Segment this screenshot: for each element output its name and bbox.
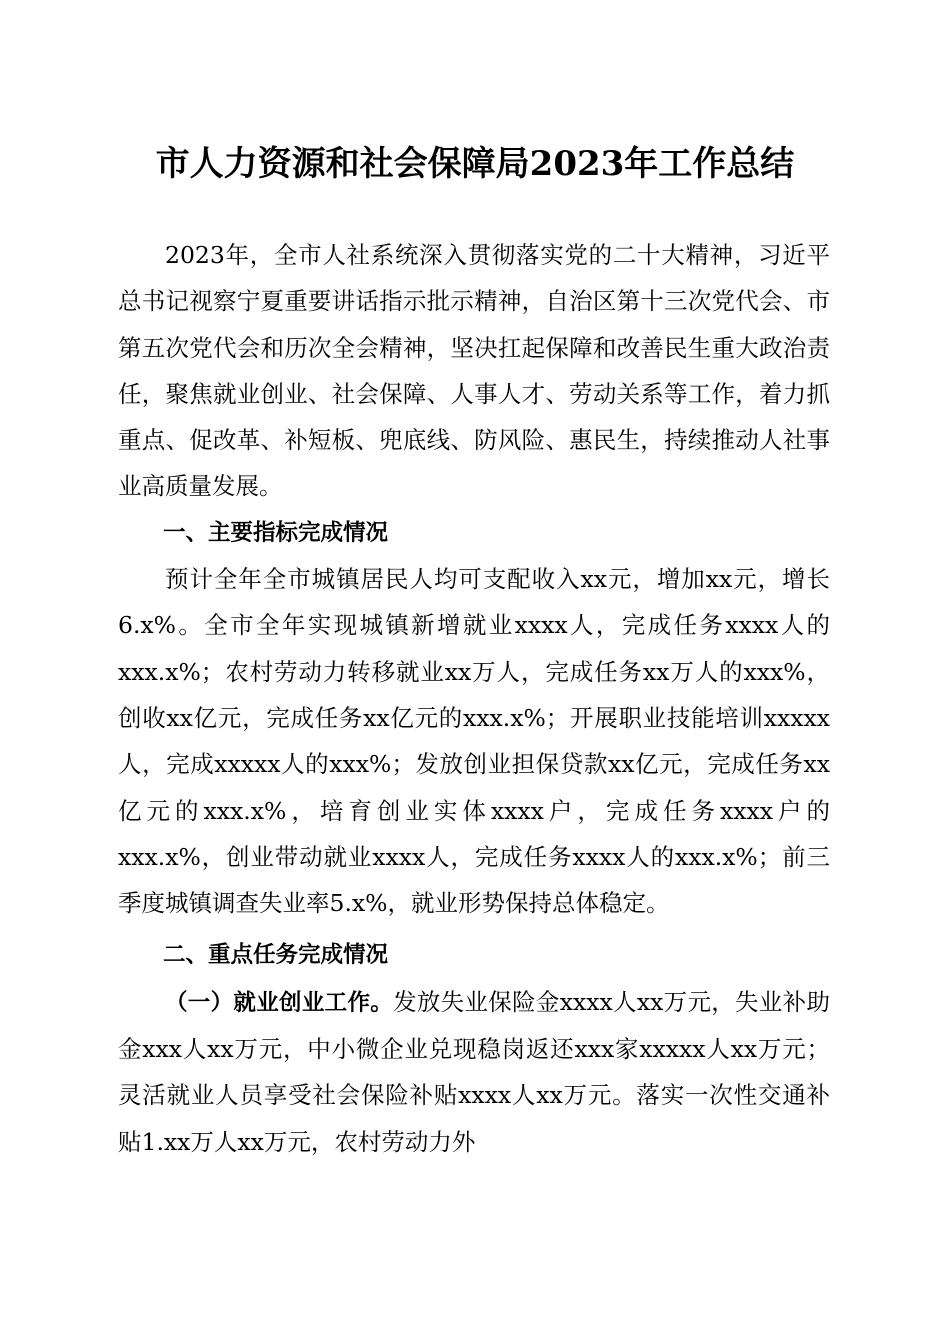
document-body [118,232,830,1165]
section-heading-1: 一、主要指标完成情况 [163,519,389,546]
section-1-paragraph: 预计全年全市城镇居民人均可支配收入xx元，增加xx元，增长6.x%。全市全年实现城镇新增就业xxxx人，完成任务xxxx人的xxx.x%；农村劳动力转移就业xx万人，完成任务xx万人的xxx%，创收xx亿元，完成任务xx亿元的xxx.x%；开展职业技能培训xxxxx人，完成xxxxx人的xxx%；发放创业担保贷款xx亿元，完成任务xx亿元的xxx.x%，培育创业实体xxxx户，完成任务xxxx户的xxx.x%，创业带动就业xxxx人，完成任务xxxx人的xxx.x%；前三季度城镇调查失业率5.x%，就业形势保持总体稳定。 [118,565,830,918]
subsection-1-lead: （一）就业创业工作。 [165,989,394,1016]
intro-paragraph: 2023年，全市人社系统深入贯彻落实党的二十大精神，习近平总书记视察宁夏重要讲话指示批示精神，自治区第十三次党代会、市第五次党代会和历次全会精神，坚决扛起保障和改善民生重大政治责任，聚焦就业创业、社会保障、人事人才、劳动关系等工作，着力抓重点、促改革、补短板、兜底线、防风险、惠民生，持续推动人社事业高质量发展。 [118,241,830,501]
subsection-1-paragraph [118,979,830,1165]
subsection-1-text: 发放失业保险金xxxx人xx万元，失业补助金xxx人xx万元，中小微企业兑现稳岗返还xxx家xxxxx人xx万元；灵活就业人员享受社会保险补贴xxxx人xx万元。落实一次性交通补贴1.xx万人xx万元，农村劳动力外 [118,987,830,1156]
document-title: 市人力资源和社会保障局2023年工作总结 [155,144,795,184]
section-heading-2: 二、重点任务完成情况 [163,942,389,969]
